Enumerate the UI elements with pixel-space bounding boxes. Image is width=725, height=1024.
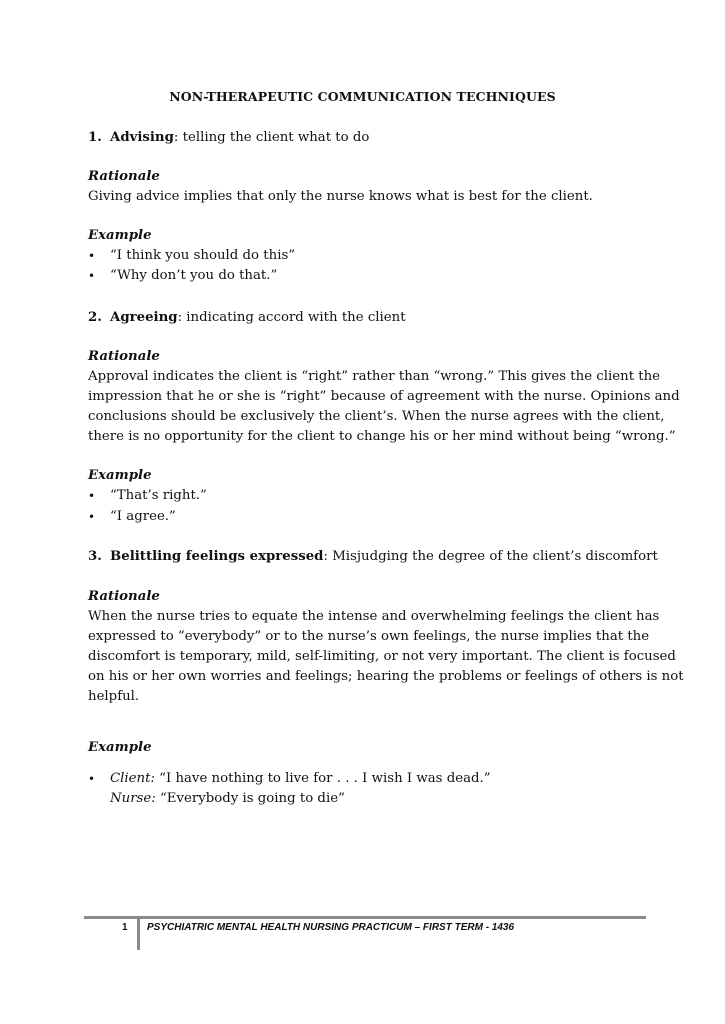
- footer-course-title: PSYCHIATRIC MENTAL HEALTH NURSING PRACTICUM – FIRST TERM - 1436: [147, 922, 515, 933]
- bullet-icon: •: [88, 269, 96, 283]
- rationale-label: Rationale: [88, 169, 160, 184]
- section-definition: : indicating accord with the client: [177, 310, 406, 325]
- example-item: “That’s right.”: [110, 488, 207, 503]
- rationale-label: Rationale: [88, 349, 160, 364]
- rationale-line: Approval indicates the client is “right” rather than “wrong.” This gives the client the: [88, 369, 661, 384]
- rationale-line: helpful.: [88, 689, 140, 704]
- rationale-line: there is no opportunity for the client to change his or her mind without being “wrong.”: [88, 429, 676, 444]
- example-item: “Why don’t you do that.”: [110, 268, 278, 283]
- section-number: 3.: [88, 549, 102, 564]
- section-number: 2.: [88, 310, 102, 325]
- section-term: Agreeing: [110, 310, 178, 325]
- rationale-label: Rationale: [88, 589, 160, 604]
- rationale-line: discomfort is temporary, mild, self-limiting, or not very important. The client is focused: [88, 649, 676, 664]
- dialogue-nurse-line: [110, 789, 345, 809]
- section-3-heading: [88, 547, 658, 567]
- section-1-heading: [88, 128, 369, 148]
- section-term: Advising: [110, 130, 174, 145]
- client-quote: “I have nothing to live for . . . I wish I was dead.”: [154, 771, 491, 786]
- section-definition: : Misjudging the degree of the client’s discomfort: [323, 549, 658, 564]
- bullet-icon: •: [88, 772, 96, 786]
- client-role: Client:: [110, 771, 155, 786]
- example-label: Example: [88, 468, 152, 483]
- section-definition: : telling the client what to do: [173, 130, 370, 145]
- footer-page-number: 1: [122, 922, 128, 933]
- example-item: “I think you should do this”: [110, 248, 296, 263]
- rationale-line: impression that he or she is “right” because of agreement with the nurse. Opinions and: [88, 389, 680, 404]
- dialogue-client-line: [110, 769, 491, 789]
- example-item: “I agree.”: [110, 509, 176, 524]
- footer-vertical-divider: [137, 918, 140, 950]
- section-number: 1.: [88, 130, 102, 145]
- nurse-role: Nurse:: [110, 791, 156, 806]
- bullet-icon: •: [88, 510, 96, 524]
- nurse-quote: “Everybody is going to die”: [155, 791, 345, 806]
- section-2-heading: [88, 308, 406, 328]
- rationale-line: When the nurse tries to equate the intense and overwhelming feelings the client has: [88, 609, 660, 624]
- rationale-text: Giving advice implies that only the nurse knows what is best for the client.: [88, 189, 593, 204]
- rationale-line: conclusions should be exclusively the client’s. When the nurse agrees with the client,: [88, 409, 665, 424]
- rationale-line: expressed to “everybody” or to the nurse’s own feelings, the nurse implies that the: [88, 629, 650, 644]
- footer-divider: [84, 916, 646, 919]
- page-title: NON-THERAPEUTIC COMMUNICATION TECHNIQUES: [169, 89, 556, 104]
- bullet-icon: •: [88, 249, 96, 263]
- example-label: Example: [88, 740, 152, 755]
- bullet-icon: •: [88, 489, 96, 503]
- section-term: Belittling feelings expressed: [110, 549, 324, 564]
- rationale-line: on his or her own worries and feelings; hearing the problems or feelings of others is not: [88, 669, 684, 684]
- example-label: Example: [88, 228, 152, 243]
